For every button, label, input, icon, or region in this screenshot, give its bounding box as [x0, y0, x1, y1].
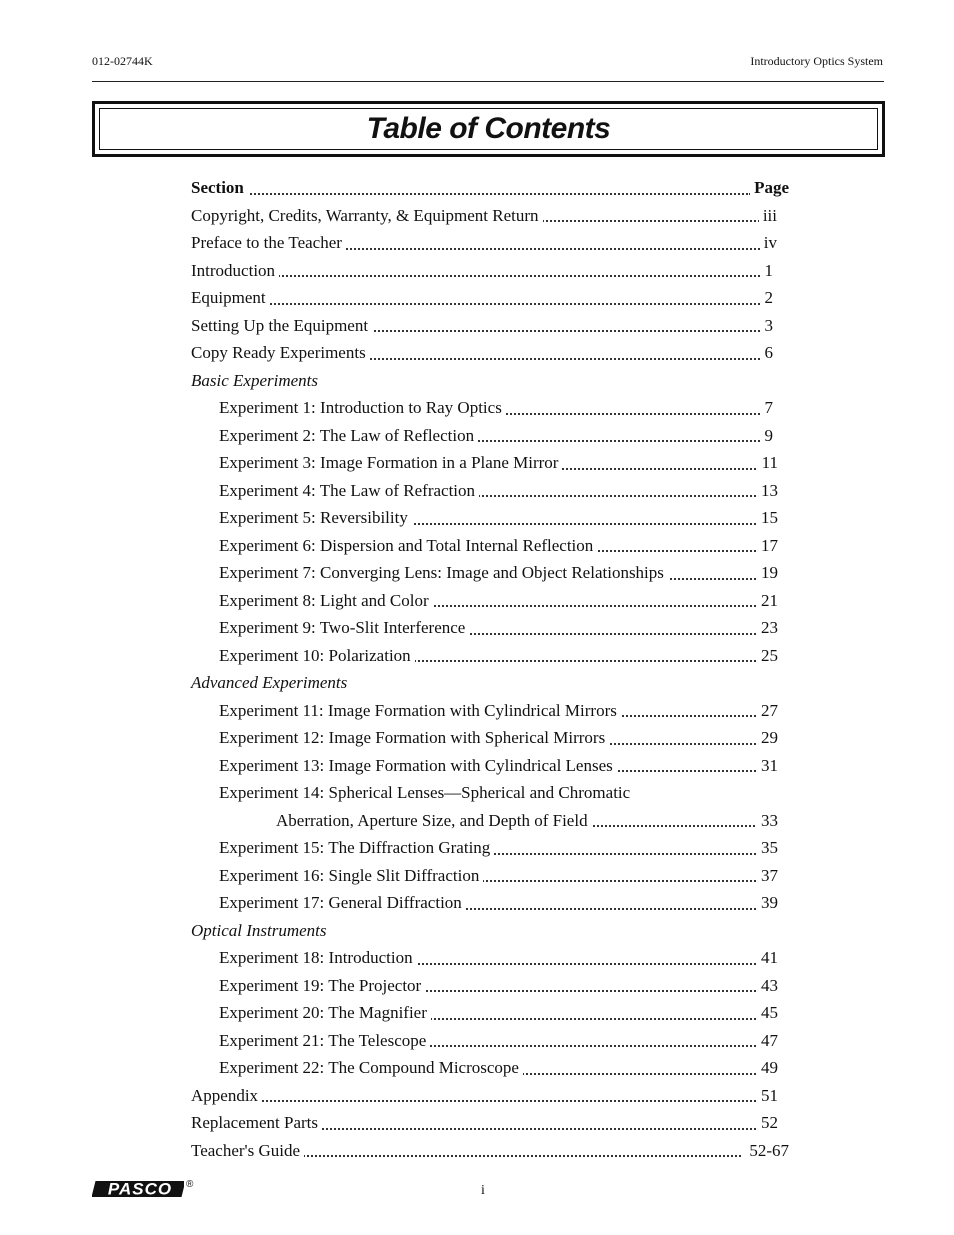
document-title: Introductory Optics System — [750, 54, 883, 68]
toc-entry-title: Copy Ready Experiments — [191, 343, 370, 362]
toc-row — [191, 1082, 791, 1110]
toc-row — [191, 972, 791, 1000]
toc-entry-title: Teacher's Guide — [191, 1141, 304, 1160]
toc-entry-page: 49 — [757, 1054, 778, 1082]
toc-entry-page: 17 — [757, 532, 778, 560]
toc-entry-page: 35 — [757, 834, 778, 862]
toc-entry-page: 39 — [757, 889, 778, 917]
toc-row — [191, 587, 791, 615]
toc-row — [191, 284, 791, 312]
toc-row — [191, 944, 791, 972]
toc-entry-title: Experiment 14: Spherical Lenses—Spherical and Chromatic — [219, 783, 634, 802]
toc-entry-page: 15 — [757, 504, 778, 532]
toc-row — [191, 367, 791, 395]
pasco-logo — [92, 1179, 193, 1199]
toc-row — [191, 669, 791, 697]
toc-entry-title: Experiment 18: Introduction — [219, 948, 417, 967]
toc-row — [191, 1109, 791, 1137]
toc-entry-title: Experiment 6: Dispersion and Total Internal Reflection — [219, 536, 597, 555]
toc-entry-title: Experiment 17: General Diffraction — [219, 893, 466, 912]
toc-leader-dots — [191, 1100, 767, 1102]
toc-row — [191, 889, 791, 917]
toc-entry-page: 52 — [757, 1109, 778, 1137]
toc-entry-title: Experiment 11: Image Formation with Cylindrical Mirrors — [219, 701, 621, 720]
toc-entry-page: 9 — [761, 422, 774, 450]
toc-entry-title: Appendix — [191, 1086, 262, 1105]
toc-leader-dots — [191, 303, 767, 305]
toc-row — [191, 202, 791, 230]
toc-row — [191, 1137, 791, 1165]
page-number: i — [481, 1183, 485, 1198]
toc-entry-page: 19 — [757, 559, 778, 587]
toc-entry-title: Section — [191, 178, 248, 197]
toc-row — [191, 779, 791, 807]
toc-entry-page: 7 — [761, 394, 774, 422]
toc-entry-title: Experiment 22: The Compound Microscope — [219, 1058, 523, 1077]
toc-entry-title: Experiment 12: Image Formation with Spherical Mirrors — [219, 728, 609, 747]
toc-row — [191, 394, 791, 422]
toc-row — [191, 862, 791, 890]
page-title: Table of Contents — [366, 112, 611, 145]
toc-row — [191, 422, 791, 450]
table-of-contents — [191, 174, 791, 1164]
toc-row — [191, 559, 791, 587]
toc-entry-page: 52-67 — [745, 1137, 789, 1165]
toc-entry-title: Experiment 19: The Projector — [219, 976, 425, 995]
toc-row — [191, 697, 791, 725]
toc-entry-title: Experiment 13: Image Formation with Cylindrical Lenses — [219, 756, 617, 775]
toc-row — [191, 174, 791, 202]
toc-row — [191, 504, 791, 532]
toc-row — [191, 999, 791, 1027]
toc-row — [191, 614, 791, 642]
toc-row — [191, 339, 791, 367]
pasco-logo-mark — [92, 1179, 184, 1199]
toc-entry-page: 25 — [757, 642, 778, 670]
toc-row — [191, 1054, 791, 1082]
toc-entry-title: Experiment 9: Two-Slit Interference — [219, 618, 469, 637]
toc-entry-title: Experiment 7: Converging Lens: Image and Object Relationships — [219, 563, 668, 582]
toc-entry-page: 29 — [757, 724, 778, 752]
toc-entry-page: 13 — [757, 477, 778, 505]
title-frame — [92, 101, 885, 157]
toc-entry-page: 51 — [757, 1082, 778, 1110]
toc-entry-page: 45 — [757, 999, 778, 1027]
toc-entry-title: Experiment 10: Polarization — [219, 646, 415, 665]
toc-entry-title: Aberration, Aperture Size, and Depth of Field — [276, 811, 592, 830]
toc-row — [191, 229, 791, 257]
toc-entry-title: Experiment 21: The Telescope — [219, 1031, 430, 1050]
toc-row — [191, 834, 791, 862]
toc-row — [191, 477, 791, 505]
toc-entry-page: iii — [759, 202, 777, 230]
header-rule — [92, 81, 884, 82]
toc-entry-page: 37 — [757, 862, 778, 890]
toc-entry-page: 11 — [758, 449, 778, 477]
toc-entry-title: Experiment 8: Light and Color — [219, 591, 433, 610]
toc-row — [191, 642, 791, 670]
toc-entry-title: Experiment 15: The Diffraction Grating — [219, 838, 494, 857]
toc-entry-title: Experiment 1: Introduction to Ray Optics — [219, 398, 506, 417]
toc-entry-title: Experiment 2: The Law of Reflection — [219, 426, 478, 445]
toc-entry-page: iv — [760, 229, 777, 257]
toc-entry-title: Equipment — [191, 288, 270, 307]
toc-row — [191, 312, 791, 340]
toc-entry-title: Experiment 4: The Law of Refraction — [219, 481, 479, 500]
toc-entry-page: 23 — [757, 614, 778, 642]
toc-entry-page: 2 — [761, 284, 774, 312]
toc-entry-title: Preface to the Teacher — [191, 233, 346, 252]
toc-row — [191, 752, 791, 780]
toc-entry-page: 3 — [761, 312, 774, 340]
toc-entry-title: Basic Experiments — [191, 371, 322, 390]
toc-entry-page: 1 — [761, 257, 774, 285]
toc-entry-page: 27 — [757, 697, 778, 725]
registered-mark: ® — [186, 1179, 194, 1190]
toc-entry-title: Experiment 5: Reversibility — [219, 508, 412, 527]
toc-row — [191, 257, 791, 285]
toc-row — [191, 449, 791, 477]
svg-text:PASCO: PASCO — [107, 1179, 173, 1199]
toc-row — [191, 807, 791, 835]
toc-entry-page: 41 — [757, 944, 778, 972]
toc-entry-title: Experiment 20: The Magnifier — [219, 1003, 431, 1022]
toc-row — [191, 917, 791, 945]
toc-entry-title: Optical Instruments — [191, 921, 331, 940]
toc-entry-page: 31 — [757, 752, 778, 780]
toc-entry-title: Advanced Experiments — [191, 673, 351, 692]
document-number: 012-02744K — [92, 54, 153, 68]
toc-entry-page: 21 — [757, 587, 778, 615]
toc-entry-title: Experiment 16: Single Slit Diffraction — [219, 866, 483, 885]
toc-row — [191, 724, 791, 752]
toc-entry-title: Introduction — [191, 261, 279, 280]
toc-entry-title: Replacement Parts — [191, 1113, 322, 1132]
toc-entry-page: 33 — [757, 807, 778, 835]
toc-entry-title: Copyright, Credits, Warranty, & Equipment Return — [191, 206, 543, 225]
toc-leader-dots — [191, 193, 751, 195]
toc-entry-title: Setting Up the Equipment — [191, 316, 372, 335]
toc-entry-page: 6 — [761, 339, 774, 367]
toc-row — [191, 1027, 791, 1055]
toc-entry-page: 47 — [757, 1027, 778, 1055]
toc-entry-page: 43 — [757, 972, 778, 1000]
title-inner-frame — [99, 108, 878, 150]
toc-row — [191, 532, 791, 560]
toc-entry-title: Experiment 3: Image Formation in a Plane Mirror — [219, 453, 562, 472]
toc-entry-page: Page — [750, 174, 789, 202]
